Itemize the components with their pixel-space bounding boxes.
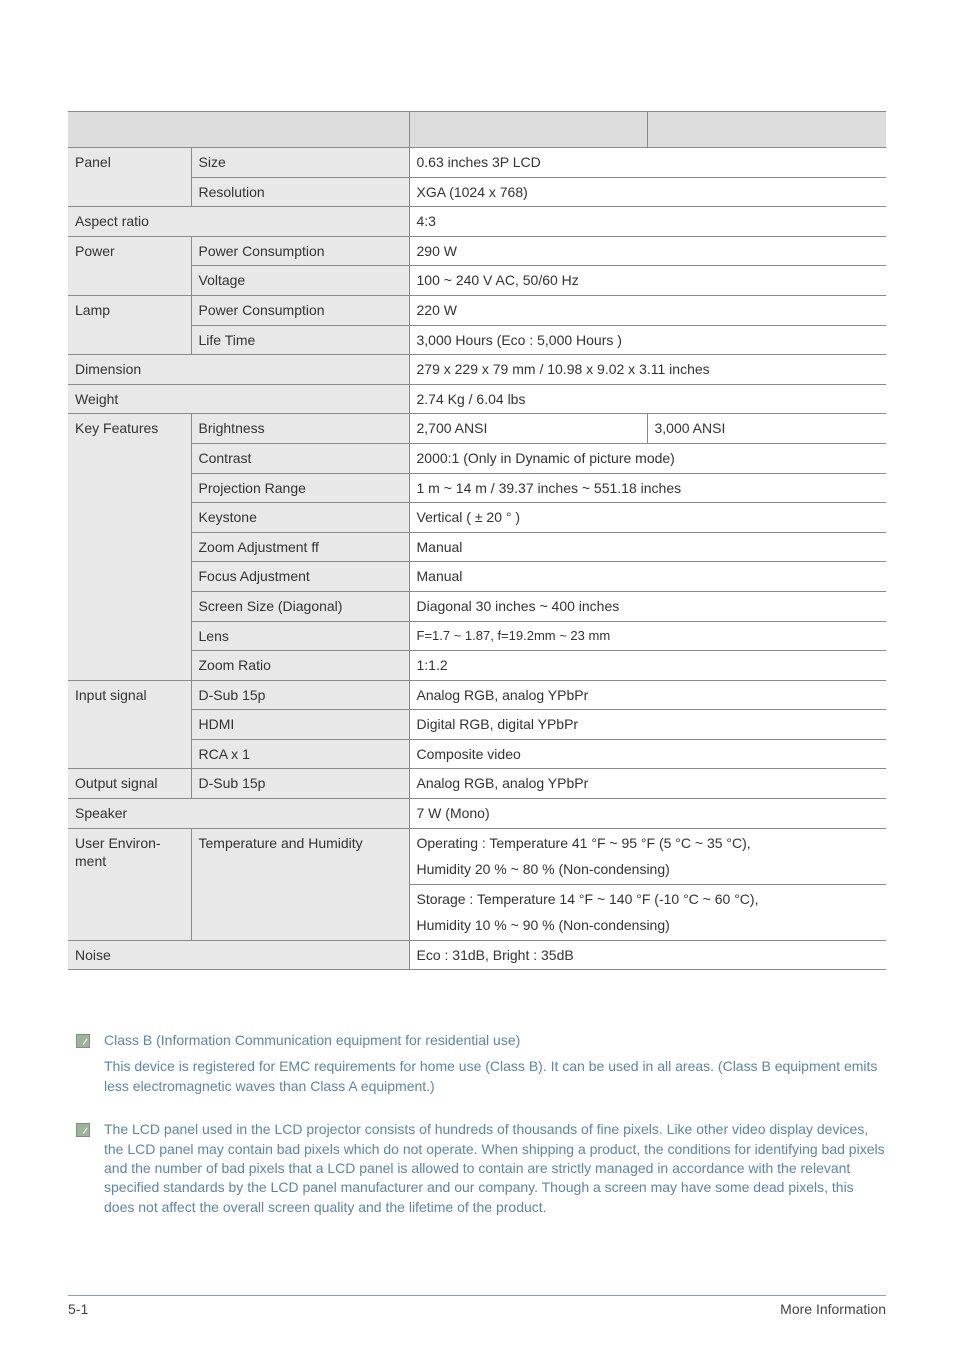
item-value: Diagonal 30 inches ~ 400 inches <box>409 591 886 621</box>
item-value: Analog RGB, analog YPbPr <box>409 680 886 710</box>
footer-divider <box>68 1295 886 1296</box>
item-value <box>409 884 886 940</box>
group-label: Power <box>68 236 191 295</box>
table-row <box>68 562 886 592</box>
item-label: HDMI <box>191 710 409 740</box>
table-row <box>68 266 886 296</box>
item-value: 4:3 <box>409 207 886 237</box>
item-label: Dimension <box>68 355 409 385</box>
item-label: Power Consumption <box>191 295 409 325</box>
table-row <box>68 177 886 207</box>
spec-table <box>68 111 886 970</box>
table-row <box>68 414 886 444</box>
table-row <box>68 384 886 414</box>
table-row <box>68 651 886 681</box>
group-label <box>68 828 191 940</box>
item-label: Aspect ratio <box>68 207 409 237</box>
item-label: D-Sub 15p <box>191 680 409 710</box>
table-row <box>68 443 886 473</box>
note-title: Class B (Information Communication equipment for residential use) <box>104 1032 521 1048</box>
item-value: F=1.7 ~ 1.87, f=19.2mm ~ 23 mm <box>409 621 886 651</box>
item-value: 290 W <box>409 236 886 266</box>
item-label: Size <box>191 148 409 178</box>
table-row <box>68 591 886 621</box>
table-row <box>68 532 886 562</box>
group-label: Panel <box>68 148 191 207</box>
item-label: Zoom Ratio <box>191 651 409 681</box>
item-label: Speaker <box>68 799 409 829</box>
item-label: Resolution <box>191 177 409 207</box>
group-label-line: ment <box>75 852 107 869</box>
item-value: 1 m ~ 14 m / 39.37 inches ~ 551.18 inches <box>409 473 886 503</box>
item-label: Brightness <box>191 414 409 444</box>
item-label: Keystone <box>191 503 409 533</box>
item-value: 220 W <box>409 295 886 325</box>
note-body: The LCD panel used in the LCD projector consists of hundreds of thousands of fine pixels. Like other video display devices, the LCD panel may contain bad pixels which do not operate. When shipping a product, the conditions for identifying bad pixels and the number of bad pixels that a LCD panel is allowed to contain are strictly managed in accordance with the relevant specified standards by the LCD panel manufacturer and our company. Though a screen may have some dead pixels, this does not affect the overall screen quality and the lifetime of the product. <box>104 1121 885 1215</box>
item-label: D-Sub 15p <box>191 769 409 799</box>
item-label: Focus Adjustment <box>191 562 409 592</box>
table-row <box>68 739 886 769</box>
item-value: 3,000 ANSI <box>647 414 886 444</box>
section-title: More Information <box>780 1301 886 1317</box>
item-value: 0.63 inches 3P LCD <box>409 148 886 178</box>
header-cell <box>647 112 886 148</box>
item-value: Eco : 31dB, Bright : 35dB <box>409 940 886 970</box>
item-label: Temperature and Humidity <box>191 828 409 940</box>
item-label: Weight <box>68 384 409 414</box>
group-label: Input signal <box>68 680 191 769</box>
table-header-row <box>68 112 886 148</box>
group-label: Output signal <box>68 769 191 799</box>
table-row <box>68 799 886 829</box>
header-cell <box>68 112 409 148</box>
item-value: 2,700 ANSI <box>409 414 647 444</box>
item-value: 100 ~ 240 V AC, 50/60 Hz <box>409 266 886 296</box>
item-value: Digital RGB, digital YPbPr <box>409 710 886 740</box>
table-row <box>68 236 886 266</box>
table-row <box>68 710 886 740</box>
table-row <box>68 503 886 533</box>
item-label: Lens <box>191 621 409 651</box>
value-line: Operating : Temperature 41 °F ~ 95 °F (5 °C ~ 35 °C), <box>416 834 751 851</box>
group-label: Lamp <box>68 295 191 354</box>
note-body: This device is registered for EMC requirements for home use (Class B). It can be used in all areas. (Class B equipment emits less electromagnetic waves than Class A equipment.) <box>104 1058 878 1094</box>
item-value: Manual <box>409 562 886 592</box>
item-value: 7 W (Mono) <box>409 799 886 829</box>
notes-section <box>76 1031 886 1217</box>
value-line: Storage : Temperature 14 °F ~ 140 °F (-10 °C ~ 60 °C), <box>416 890 759 907</box>
table-row <box>68 355 886 385</box>
table-row <box>68 940 886 970</box>
item-label: Life Time <box>191 325 409 355</box>
item-value: Composite video <box>409 739 886 769</box>
item-label: Zoom Adjustment ff <box>191 532 409 562</box>
item-value: 2000:1 (Only in Dynamic of picture mode) <box>409 443 886 473</box>
table-row <box>68 473 886 503</box>
note-icon <box>76 1034 90 1048</box>
item-value: 2.74 Kg / 6.04 lbs <box>409 384 886 414</box>
group-label-line: User Environ- <box>75 834 161 851</box>
item-label: RCA x 1 <box>191 739 409 769</box>
item-value <box>409 828 886 884</box>
table-row <box>68 680 886 710</box>
item-label: Contrast <box>191 443 409 473</box>
header-cell <box>409 112 647 148</box>
table-row <box>68 621 886 651</box>
note-class-b <box>76 1031 886 1096</box>
table-row <box>68 325 886 355</box>
table-row <box>68 828 886 884</box>
table-row <box>68 207 886 237</box>
item-value: 3,000 Hours (Eco : 5,000 Hours ) <box>409 325 886 355</box>
item-label: Voltage <box>191 266 409 296</box>
table-row <box>68 769 886 799</box>
item-label: Noise <box>68 940 409 970</box>
item-label: Power Consumption <box>191 236 409 266</box>
item-value: 279 x 229 x 79 mm / 10.98 x 9.02 x 3.11 inches <box>409 355 886 385</box>
item-value: Vertical ( ± 20 ° ) <box>409 503 886 533</box>
item-value: 1:1.2 <box>409 651 886 681</box>
table-row <box>68 295 886 325</box>
item-value: Analog RGB, analog YPbPr <box>409 769 886 799</box>
page-number: 5-1 <box>68 1301 89 1317</box>
table-row <box>68 148 886 178</box>
note-icon <box>76 1123 90 1137</box>
group-label: Key Features <box>68 414 191 680</box>
item-label: Projection Range <box>191 473 409 503</box>
value-line: Humidity 10 % ~ 90 % (Non-condensing) <box>416 916 670 933</box>
note-lcd-pixels <box>76 1120 886 1217</box>
item-value: XGA (1024 x 768) <box>409 177 886 207</box>
item-value: Manual <box>409 532 886 562</box>
item-label: Screen Size (Diagonal) <box>191 591 409 621</box>
value-line: Humidity 20 % ~ 80 % (Non-condensing) <box>416 860 670 877</box>
